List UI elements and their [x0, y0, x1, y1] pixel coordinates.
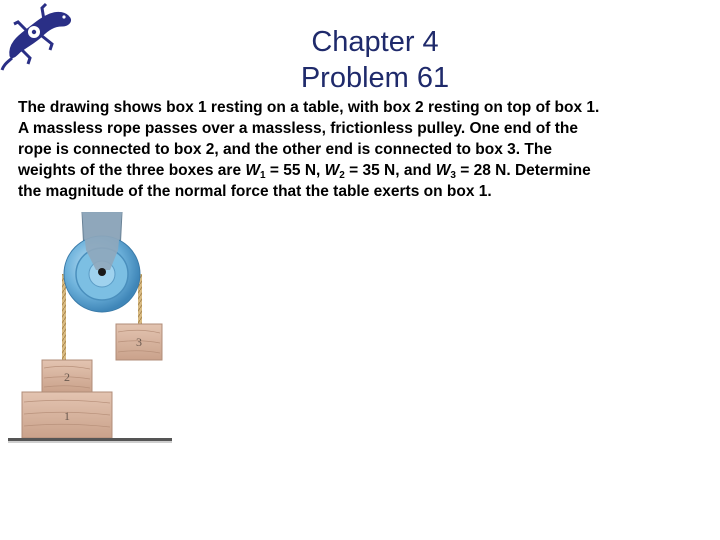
box-3 [116, 324, 162, 360]
box-3-label: 3 [136, 335, 142, 349]
w1-symbol: W [245, 162, 261, 179]
problem-line: the magnitude of the normal force that the table exerts on box 1. [18, 183, 492, 200]
pulley-axle [98, 268, 106, 276]
box-2-label: 2 [64, 370, 70, 384]
problem-line: A massless rope passes over a massless, frictionless pulley. One end of the [18, 120, 578, 137]
problem-line: The drawing shows box 1 resting on a table, with box 2 resting on top of box 1. [18, 99, 600, 116]
box-1-label: 1 [64, 409, 70, 423]
table-surface [8, 438, 172, 441]
problem-statement [18, 97, 708, 202]
box-1 [22, 392, 112, 438]
rope-left [62, 274, 66, 362]
problem-line: rope is connected to box 2, and the other end is connected to box 3. The [18, 141, 552, 158]
problem-line-weights: weights of the three boxes are $W_1 = 55$ N, $W_2 = 35$ N, and $W_3 = 28$ N. Determine [18, 162, 591, 181]
pulley-diagram [0, 212, 180, 452]
slide-title-chapter: Chapter 4 [311, 26, 439, 58]
w3-symbol: W [435, 162, 451, 179]
box-2 [42, 360, 92, 392]
slide-title-problem: Problem 61 [300, 62, 450, 94]
w2-symbol: W [324, 162, 340, 179]
